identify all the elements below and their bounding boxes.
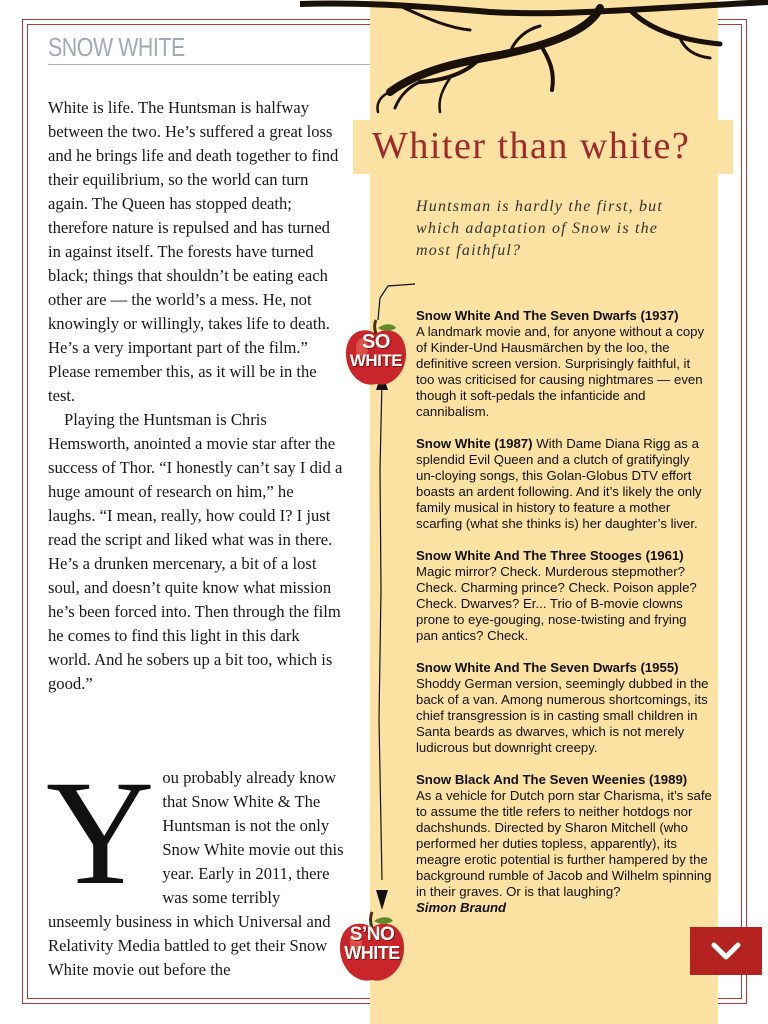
- chevron-down-icon: [690, 927, 762, 975]
- entry-title: Snow White And The Seven Dwarfs (1937): [416, 308, 679, 323]
- apple-badge-top: [340, 318, 412, 390]
- apple-label-top-line2: WHITE: [349, 351, 403, 370]
- body-paragraph-2: Playing the Huntsman is Chris Hemsworth, anointed a movie star after the success of Thor. “I honestly can’t say I did a huge amount of research on him,” he laughs. “I mean, really, how could I? I just read the script and liked what was in there. He’s a drunken mercenary, a bit of a lost soul, and doesn’t quite know what mission he’s been forced into. Then through the film he comes to find this light in this dark world. And he sobers up a bit too, which is good.”: [48, 410, 343, 693]
- entry-title: Snow White And The Seven Dwarfs (1955): [416, 660, 679, 675]
- entry-text: Magic mirror? Check. Murderous stepmother? Check. Charming prince? Check. Poison apple? Check. Dwarves? Er... Trio of B-movie clowns prone to eye-gouging, nose-twisting and frying pan antics? Check.: [416, 564, 697, 643]
- next-page-button[interactable]: [690, 927, 762, 975]
- section-header: SNOW WHITE: [48, 32, 185, 62]
- dropcap-paragraph-block: [46, 750, 344, 982]
- tree-branches-illustration: [300, 0, 768, 120]
- entry-title: Snow Black And The Seven Weenies (1989): [416, 772, 688, 787]
- apple-label-bottom-line2: WHITE: [344, 943, 400, 963]
- list-item: [416, 772, 712, 916]
- entry-text: As a vehicle for Dutch porn star Charisma, it’s safe to assume the title refers to neither hotdogs nor dachshunds. Directed by Sharon Mitchell (who performed her duties topless, apparently), its meagre erotic potential is further hampered by the background rumble of Jacob and Wilhelm spinning in their graves. Or is that laughing?: [416, 788, 712, 899]
- author-credit: Simon Braund: [416, 900, 507, 915]
- article-body: [48, 96, 344, 696]
- apple-label-top-line1: SO: [362, 331, 390, 353]
- adaptation-list: [416, 308, 712, 916]
- list-item: [416, 660, 712, 756]
- sidebar-title: Whiter than white?: [372, 125, 691, 167]
- dropcap-paragraph: ou probably already know that Snow White & The Huntsman is not the only Snow White movie out this year. Early in 2011, there was some terribly unseemly business in which Universal and Relativity Media battled to get their Snow White movie out before the: [48, 768, 344, 979]
- entry-title: Snow White (1987): [416, 436, 533, 451]
- arrow-down-icon: [376, 890, 388, 910]
- sidebar-intro: Huntsman is hardly the first, but which adaptation of Snow is the most faithful?: [416, 198, 664, 259]
- apple-label-bottom-line1: S’NO: [349, 924, 395, 945]
- list-item: [416, 548, 712, 644]
- entry-text: A landmark movie and, for anyone without a copy of Kinder-Und Hausmärchen by the loo, the definitive screen version. Surprisingly faithful, it too was criticised for causing nightmares — even though it soft-pedals the infanticide and cannibalism.: [416, 324, 705, 419]
- drop-cap: Y: [46, 750, 155, 916]
- entry-text: Shoddy German version, seemingly dubbed in the back of a van. Among numerous shortcomings, its chief transgression is in casting small children in Santa beards as dwarves, which is not merely ludicrous but downright creepy.: [416, 676, 709, 755]
- list-item: [416, 308, 712, 420]
- entry-text: With Dame Diana Rigg as a splendid Evil Queen and a clutch of gratifyingly un-cloying songs, this Golan-Globus DTV effort boasts an ardent following. And it’s likely the only family musical in history to feature a mother scarfing (what she thinks is) her daughter’s liver.: [416, 436, 702, 531]
- body-paragraph-1: White is life. The Huntsman is halfway between the two. He’s suffered a great loss and he brings life and death together to find their equilibrium, so the world can turn again. The Queen has stopped death; therefore nature is repulsed and has turned in against itself. The forests have turned black; things that shouldn’t be eating each other are — the world’s a mess. He, not knowingly or willingly, takes life to death. He’s a very important part of the film.” Please remember this, as it will be in the test.: [48, 98, 339, 405]
- apple-badge-bottom: [334, 910, 410, 986]
- list-item: [416, 436, 712, 532]
- entry-title: Snow White And The Three Stooges (1961): [416, 548, 684, 563]
